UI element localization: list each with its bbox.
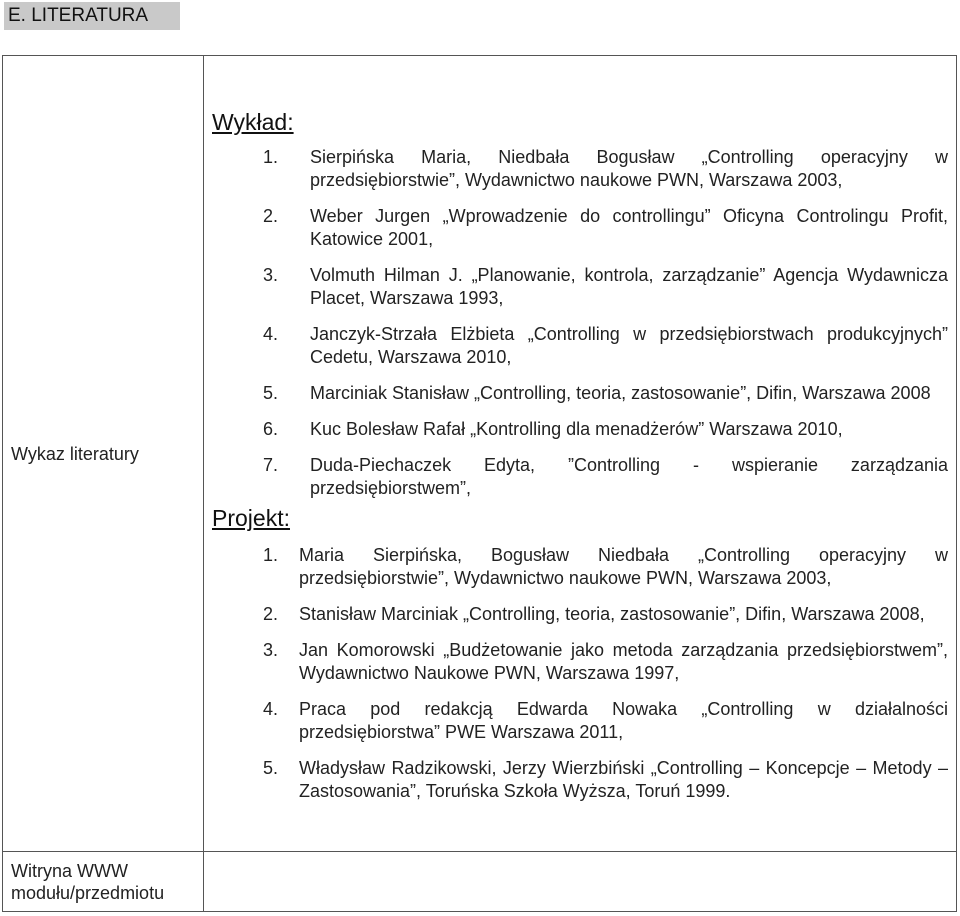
literature-label: Wykaz literatury (3, 56, 204, 852)
project-reference-item: 2. Stanisław Marciniak „Controlling, teoria, zastosowanie”, Difin, Warszawa 2008, (263, 604, 925, 624)
project-heading: Projekt: (212, 505, 290, 531)
project-reference-item: 1. Maria Sierpińska, Bogusław Niedbała „Controlling operacyjny w przedsiębiorstwie”, Wydawnictwo naukowe PWN, Warszawa 2003, (263, 545, 948, 588)
project-reference-item: 3. Jan Komorowski „Budżetowanie jako metoda zarządzania przedsiębiorstwem”, Wydawnictwo Naukowe PWN, Warszawa 1997, (263, 640, 948, 683)
website-label: Witryna WWW modułu/przedmiotu (3, 852, 204, 912)
project-reference-item: 4. Praca pod redakcją Edwarda Nowaka „Controlling w działalności przedsiębiorstwa” PWE Warszawa 2011, (263, 699, 948, 742)
lecture-reference-item: 1. Sierpińska Maria, Niedbała Bogusław „Controlling operacyjny w przedsiębiorstwie”, Wydawnictwo naukowe PWN, Warszawa 2003, (263, 147, 948, 190)
lecture-reference-item: 3. Volmuth Hilman J. „Planowanie, kontrola, zarządzanie” Agencja Wydawnicza Placet, Warszawa 1993, (263, 265, 948, 308)
lecture-heading: Wykład: (212, 109, 294, 135)
lecture-reference-item: 7. Duda-Piechaczek Edyta, ”Controlling - wspieranie zarządzania przedsiębiorstwem”, (263, 455, 948, 498)
section-heading: E. LITERATURA (4, 2, 180, 30)
lecture-reference-list (204, 146, 948, 500)
lecture-reference-item: 5. Marciniak Stanisław „Controlling, teoria, zastosowanie”, Difin, Warszawa 2008 (263, 383, 931, 403)
lecture-reference-item: 2. Weber Jurgen „Wprowadzenie do controllingu” Oficyna Controlingu Profit, Katowice 2001, (263, 206, 948, 249)
website-content (204, 852, 957, 912)
website-row (3, 852, 957, 912)
literature-row (3, 56, 957, 852)
literature-table (2, 55, 957, 912)
literature-content (204, 56, 957, 852)
lecture-reference-item: 4. Janczyk-Strzała Elżbieta „Controlling w przedsiębiorstwach produkcyjnych” Cedetu, Warszawa 2010, (263, 324, 948, 367)
lecture-reference-item: 6. Kuc Bolesław Rafał „Kontrolling dla menadżerów” Warszawa 2010, (263, 419, 843, 439)
project-reference-list (204, 544, 948, 803)
project-reference-item: 5. Władysław Radzikowski, Jerzy Wierzbiński „Controlling – Koncepcje – Metody – Zastosowania”, Toruńska Szkoła Wyższa, Toruń 1999. (263, 758, 948, 801)
